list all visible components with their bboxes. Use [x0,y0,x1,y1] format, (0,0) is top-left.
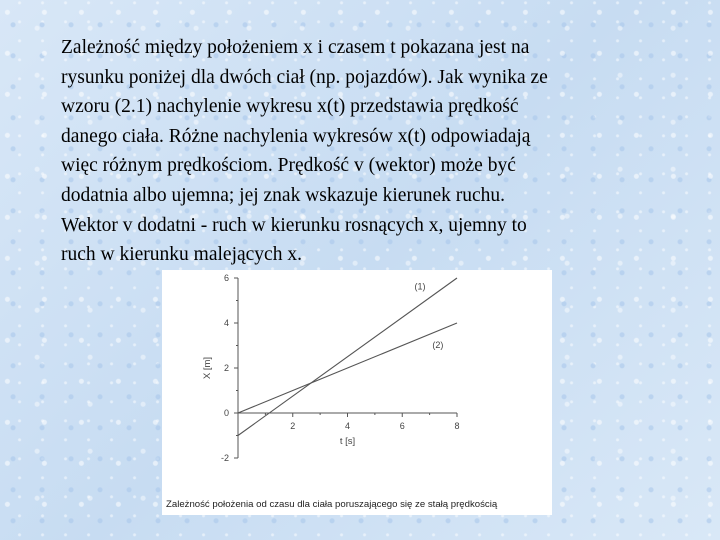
x-tick-label: 8 [454,421,460,431]
x-tick-label: 6 [399,421,405,431]
series-line-1 [238,278,460,436]
y-tick-label: 2 [223,363,229,373]
text-line: Zależność między położeniem x i czasem t pokazana jest na [61,37,530,58]
text-line: ruch w kierunku malejących x. [61,244,302,266]
chart-caption: Zależność położenia od czasu dla ciała poruszającego się ze stałą prędkością [166,499,498,510]
text-line: danego ciała. Różne nachylenia wykresów x(t) odpowiadają [61,125,531,147]
slide-body-text [61,33,681,270]
series-label: (1) [414,281,426,292]
y-tick-label: -2 [220,453,229,463]
chart-figure [162,270,552,515]
text-line: dodatnia albo ujemna; jej znak wskazuje kierunek ruchu. [61,184,506,206]
text-line: więc różnym prędkościom. Prędkość v (wektor) może być [61,155,516,177]
position-time-chart [162,270,552,495]
x-axis-label: t [s] [339,436,356,447]
text-line: wzoru (2.1) nachylenie wykresu x(t) przedstawia prędkość [61,96,519,118]
text-line: rysunku poniżej dla dwóch ciał (np. pojazdów). Jak wynika ze [61,66,548,88]
y-tick-label: 6 [223,273,229,283]
series-line-2 [238,323,457,413]
y-tick-label: 4 [223,318,229,328]
x-tick-label: 2 [290,421,296,431]
series-label: (2) [432,339,444,350]
y-axis-label: X [m] [202,356,213,380]
x-tick-label: 4 [344,421,351,431]
y-tick-label: 0 [223,408,229,418]
text-line: Wektor v dodatni - ruch w kierunku rosnących x, ujemny to [61,214,527,236]
